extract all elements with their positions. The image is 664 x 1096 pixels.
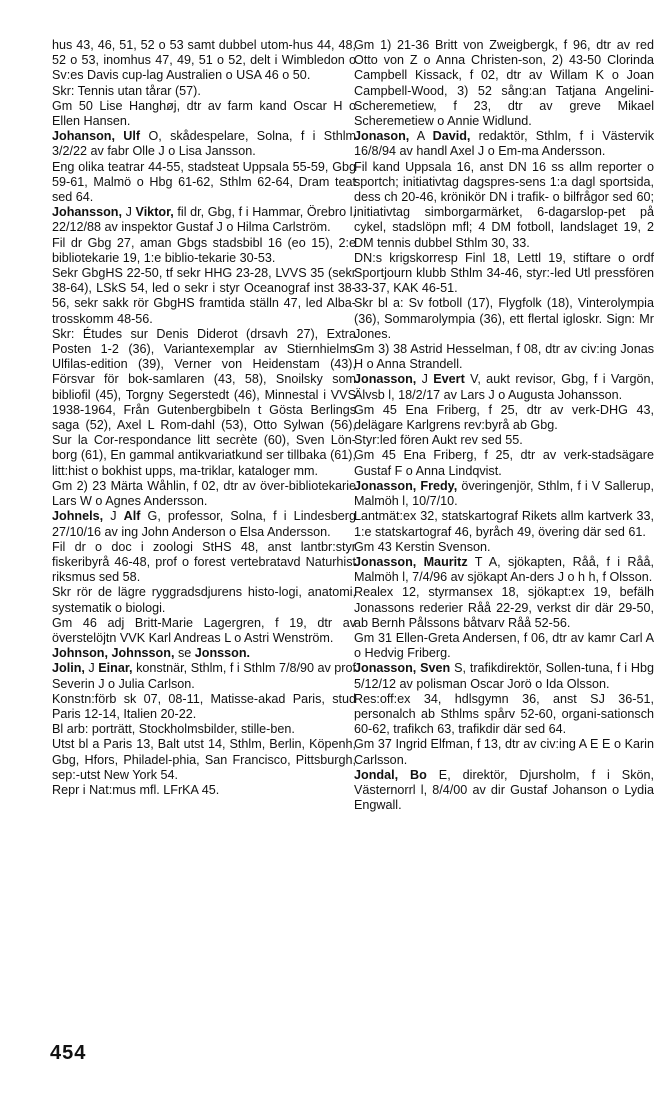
page-number: 454 <box>50 1042 87 1064</box>
entry-text: se <box>174 646 195 661</box>
entry-text: Repr i Nat:mus mfl. LFrKA 45. <box>52 782 220 797</box>
entry-text: Skr: Tennis utan tårar (57). <box>52 83 201 98</box>
entry-paragraph <box>354 372 654 402</box>
entry-paragraph <box>354 585 654 631</box>
entry-text: Gm 37 Ingrid Elfman, f 13, dtr av civ:ing A E E o Karin Carlsson. <box>354 737 654 767</box>
entry-paragraph <box>52 205 356 235</box>
entry-paragraph <box>52 783 356 798</box>
entry-text: J <box>121 205 136 220</box>
entry-text: Fil kand Uppsala 16, anst DN 16 ss allm reporter o sportch; initiativtag dagspres-sens 1:a dagl sportsida, dess ch 20-46, krönikör DN i trafik- o bilfrågor sed 60; initiativtag simborgarmärket, 6-dagarslop-pet på cykel, stadslöpn mfl; 4 DM fotboll, landslaget 19, 2 DM tennis dubbel Sthlm 30, 33. <box>354 159 654 250</box>
right-column <box>354 38 654 813</box>
entry-paragraph <box>354 768 654 814</box>
entry-text: överingenjör, Sthlm, f i V Sallerup, Malmöh l, 10/7/10. <box>354 478 654 509</box>
entry-name: Johansson, <box>52 205 122 220</box>
entry-text: konstnär, Sthlm, f i Sthlm 7/8/90 av prof Severin J o Julia Carlson. <box>52 661 357 691</box>
entry-paragraph <box>52 722 356 737</box>
entry-text: Eng olika teatrar 44-55, stadsteat Uppsala 55-59, Gbg 59-61, Malmö o Hbg 61-62, Sthlm 62-64, Dram teat sed 64. <box>52 159 356 205</box>
entry-text: Realex 12, styrmansex 18, sjökapt:ex 19, befälh Jonassons rederier Råå 22-29, verkst dir där 29-50, ab Bernh Pålssons båtvarv Råå 52-56. <box>354 585 654 630</box>
entry-name: Jonsson. <box>194 646 251 661</box>
entry-text: redaktör, Sthlm, f i Västervik 16/8/94 av handl Axel J o Em-ma Andersson. <box>354 129 654 159</box>
entry-paragraph <box>354 296 654 342</box>
entry-text: V, aukt revisor, Gbg, f i Vargön, Älvsb l, 18/2/17 av Lars J o Augusta Johansson. <box>354 372 655 402</box>
entry-text: Skr rör de lägre ryggradsdjurens histo-logi, anatomi, systematik o biologi. <box>52 585 356 615</box>
entry-name: Jonasson, <box>354 372 417 387</box>
entry-paragraph <box>52 616 356 646</box>
entry-text: Gm 1) 21-36 Britt von Zweigbergk, f 96, dtr av red Otto von Z o Anna Christen-son, 2) 43-50 Clorinda Campbell Kissack, f 02, dtr av Willam K o Joan Campbell-Wood, 3) 52 sång:an Tatjana Angelini-Scheremetiew, f 23, dtr av greve Mikael Scheremetiew o Annie Widlund. <box>354 38 654 129</box>
entry-name: Jonasson, Fredy, <box>354 478 458 493</box>
entry-paragraph <box>354 540 654 555</box>
entry-paragraph <box>354 160 654 251</box>
entry-name: David, <box>432 129 471 144</box>
entry-paragraph <box>354 251 654 297</box>
entry-text: G, professor, Solna, f i Lindesberg 27/10/16 av ing John Anderson o Elsa Andersson. <box>52 509 357 539</box>
entry-text: Sekr GbgHS 22-50, tf sekr HHG 23-28, LVVS 35 (sekr 38-64), LSkS 54, led o sekr i styr Oceanograf inst 38-56, sekr sakk rör GbgHS framtida ställn 47, led Alba-trosskomm 48-56. <box>52 266 356 326</box>
entry-paragraph <box>52 129 356 159</box>
entry-paragraph <box>354 38 654 129</box>
entry-text: fil dr, Gbg, f i Hammar, Örebro l, 22/12/88 av inspektor Gustaf J o Hilma Carlström. <box>52 205 356 235</box>
entry-text: DN:s krigskorresp Finl 18, Lettl 19, stiftare o ordf Sportjourn klubb Sthlm 34-46, styr:-led Utl pressfören 33-37, KAK 46-51. <box>354 250 654 296</box>
entry-text: Konstn:förb sk 07, 08-11, Matisse-akad Paris, stud Paris 12-14, Italien 20-22. <box>52 691 356 721</box>
entry-name: Jondal, Bo <box>354 767 427 782</box>
entry-text: Gm 3) 38 Astrid Hesselman, f 08, dtr av civ:ing Jonas H o Anna Strandell. <box>354 342 654 372</box>
entry-text: Styr:led fören Aukt rev sed 55. <box>354 433 523 448</box>
entry-text: E, direktör, Djursholm, f i Skön, Västernorrl l, 8/4/00 av dir Gustaf Johanson o Lydia Engwall. <box>354 767 655 813</box>
entry-paragraph <box>354 509 654 539</box>
entry-text: Bl arb: porträtt, Stockholmsbilder, stille-ben. <box>52 722 295 737</box>
entry-paragraph <box>52 479 356 509</box>
entry-text: Utst bl a Paris 13, Balt utst 14, Sthlm, Berlin, Köpenh, Gbg, Hfors, Philadel-phia, San Francisco, Pittsburgh, sep:-utst New York 54. <box>52 737 356 782</box>
entry-paragraph <box>354 661 654 691</box>
entry-text: Fil dr Gbg 27, aman Gbgs stadsbibl 16 (eo 15), 2:e bibliotekarie 19, 1:e biblio-tekarie 30-53. <box>52 235 356 265</box>
entry-paragraph <box>354 403 654 433</box>
entry-paragraph <box>52 737 356 783</box>
left-column <box>52 38 356 798</box>
entry-paragraph <box>354 479 654 509</box>
entry-name: Einar, <box>98 661 133 676</box>
entry-paragraph <box>52 692 356 722</box>
entry-paragraph <box>354 448 654 478</box>
entry-paragraph <box>354 737 654 767</box>
entry-text: Lantmät:ex 32, statskartograf Rikets allm kartverk 33, 1:e statskartograf 46, byråch 49, övering där sed 61. <box>354 509 654 539</box>
entry-text: A <box>409 129 433 144</box>
entry-text: S, trafikdirektör, Sollen-tuna, f i Hbg 5/12/12 av polisman Oscar Jorö o Ida Olsson. <box>354 661 654 691</box>
entry-paragraph <box>52 236 356 266</box>
entry-paragraph <box>52 585 356 615</box>
entry-text: T A, sjökapten, Råå, f i Råå, Malmöh l, 7/4/96 av sjökapt An-ders J o h h, f Olsson. <box>354 554 654 585</box>
entry-paragraph <box>52 266 356 327</box>
entry-text: Gm 45 Ena Friberg, f 25, dtr av verk-DHG 43, delägare Karlgrens rev:byrå ab Gbg. <box>354 402 654 433</box>
entry-paragraph <box>52 327 356 479</box>
entry-name: Johanson, Ulf <box>52 129 141 144</box>
entry-text: J <box>103 509 124 524</box>
entry-name: Jonason, <box>354 129 410 144</box>
entry-name: Viktor, <box>135 205 174 220</box>
entry-text: J <box>416 372 434 387</box>
entry-text: hus 43, 46, 51, 52 o 53 samt dubbel utom-hus 44, 48, 52 o 53, inomhus 47, 49, 51 o 52, delt i Wimbledon o Sv:es Davis cup-lag Australien o USA 46 o 50. <box>52 38 356 83</box>
entry-name: Jonasson, Mauritz <box>354 554 468 569</box>
entry-name: Johnels, <box>52 509 104 524</box>
entry-name: Alf <box>123 509 141 524</box>
entry-text: Gm 46 adj Britt-Marie Lagergren, f 19, dtr av överstelöjtn VVK Karl Andreas L o Astri Wenström. <box>52 615 356 645</box>
entry-name: Johnson, Johnsson, <box>52 646 175 661</box>
entry-text: Gm 43 Kerstin Svenson. <box>354 539 491 554</box>
entry-name: Jonasson, Sven <box>354 661 451 676</box>
entry-text: Fil dr o doc i zoologi StHS 48, anst lantbr:styr fiskeribyrå 46-48, prof o forest vertebratavd Naturhist riksmus sed 58. <box>52 539 356 585</box>
entry-paragraph <box>52 38 356 84</box>
entry-text: Skr bl a: Sv fotboll (17), Flygfolk (18), Vinterolympia (36), Sommarolympia (36), ett flertal igloskr. Sign: Mr Jones. <box>354 296 654 341</box>
entry-paragraph <box>354 631 654 661</box>
entry-text: O, skådespelare, Solna, f i Sthlm 3/2/22 av fabr Olle J o Lisa Jansson. <box>52 129 357 159</box>
entry-paragraph <box>354 692 654 738</box>
entry-text: Res:off:ex 34, hdlsgymn 36, anst SJ 36-51, personalch ab Sthlms spårv 52-60, organi-sationsch 60-62, trafikch 63, trafikdir där sed 64. <box>354 691 654 737</box>
entry-paragraph <box>52 99 356 129</box>
entry-name: Jolin, <box>52 661 85 676</box>
entry-paragraph <box>52 540 356 586</box>
entry-text: Gm 2) 23 Märta Wåhlin, f 02, dtr av över-bibliotekarie Lars W o Agnes Andersson. <box>52 478 356 509</box>
entry-paragraph <box>354 555 654 585</box>
entry-paragraph <box>354 342 654 372</box>
entry-paragraph <box>52 84 356 99</box>
entry-name: Evert <box>433 372 465 387</box>
entry-text: Gm 31 Ellen-Greta Andersen, f 06, dtr av kamr Carl A o Hedvig Friberg. <box>354 630 654 661</box>
entry-paragraph <box>52 661 356 691</box>
entry-paragraph <box>52 160 356 206</box>
entry-text: Gm 45 Ena Friberg, f 25, dtr av verk-stadsägare Gustaf F o Anna Lindqvist. <box>354 448 654 478</box>
entry-text: J <box>84 661 99 676</box>
entry-text: Skr: Études sur Denis Diderot (drsavh 27), Extra Posten 1-2 (36), Variantexemplar av Stiernhielms Ulfilas-edition (39), Verner von Heidenstam (43), Försvar för bok-samlaren (43, 58), Snoilsky som bibliofil (45), Torgny Segerstedt (46), Minnestal i VVS 1938-1964, Från Gutenbergbibeln t Gösta Berlings saga (52), Axel L Rom-dahl (53), Otto Sylwan (56), Sur la Cor-respondance litt secrète (60), Sven Lön-borg (61), En gammal antikvariatkund ser tillbaka (61), litt:hist o bokhist upps, ma-triklar, kataloger mm. <box>52 326 356 478</box>
entry-paragraph <box>52 509 356 539</box>
entry-text: Gm 50 Lise Hanghøj, dtr av farm kand Oscar H o Ellen Hansen. <box>52 98 356 129</box>
entry-paragraph <box>52 646 356 661</box>
entry-paragraph <box>354 129 654 159</box>
entry-paragraph <box>354 433 654 448</box>
